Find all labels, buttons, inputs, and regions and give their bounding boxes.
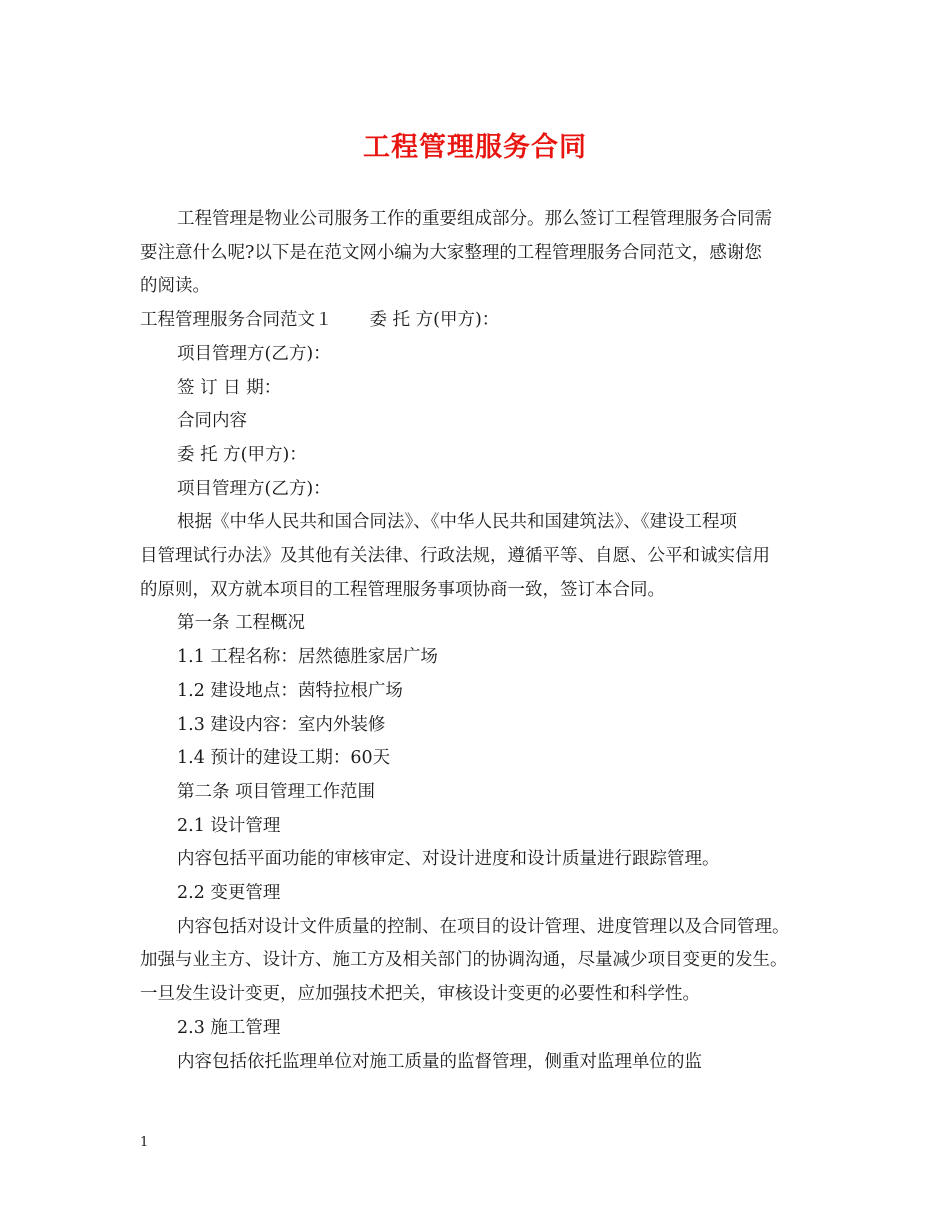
item-1-2: 1.2 建设地点：茵特拉根广场: [177, 680, 403, 701]
page-number: 1: [140, 1135, 149, 1150]
item-2-2-line-1: 内容包括对设计文件质量的控制、在项目的设计管理、进度管理以及合同管理。: [177, 916, 790, 937]
intro-line-3: 的阅读。: [140, 276, 210, 297]
item-2-1: 2.1 设计管理: [177, 815, 281, 836]
item-2-2-line-2: 加强与业主方、设计方、施工方及相关部门的协调沟通，尽量减少项目变更的发生。: [140, 950, 788, 971]
document-title: 工程管理服务合同: [363, 132, 587, 163]
item-1-4: 1.4 预计的建设工期：60天: [177, 748, 391, 769]
sample-heading-row: [140, 304, 810, 338]
item-2-2: 2.2 变更管理: [177, 883, 281, 904]
article-1-heading: 第一条 工程概况: [177, 613, 306, 634]
item-2-3: 2.3 施工管理: [177, 1017, 281, 1038]
intro-line-2: 要注意什么呢?以下是在范文网小编为大家整理的工程管理服务合同范文，感谢您: [140, 242, 762, 263]
item-2-1-desc: 内容包括平面功能的审核审定、对设计进度和设计质量进行跟踪管理。: [177, 849, 720, 870]
basis-line-1: 根据《中华人民共和国合同法》、《中华人民共和国建筑法》、《建设工程项: [177, 512, 737, 533]
item-2-3-desc: 内容包括依托监理单位对施工质量的监督管理，侧重对监理单位的监: [177, 1051, 702, 1072]
client-line: 委 托 方(甲方)：: [369, 310, 500, 331]
item-1-3: 1.3 建设内容：室内外装修: [177, 714, 386, 735]
sign-date-line: 签 订 日 期：: [177, 377, 282, 398]
item-2-2-line-3: 一旦发生设计变更，应加强技术把关，审核设计变更的必要性和科学性。: [140, 984, 700, 1005]
item-1-1: 1.1 工程名称：居然德胜家居广场: [177, 647, 438, 668]
manager-line-2: 项目管理方(乙方)：: [177, 478, 331, 499]
client-line-2: 委 托 方(甲方)：: [177, 444, 307, 465]
intro-line-1: 工程管理是物业公司服务工作的重要组成部分。那么签订工程管理服务合同需: [177, 209, 772, 229]
basis-line-3: 的原则，双方就本项目的工程管理服务事项协商一致，签订本合同。: [140, 579, 665, 600]
document-body: [140, 203, 810, 1079]
article-2-heading: 第二条 项目管理工作范围: [177, 781, 376, 802]
sample-heading: 工程管理服务合同范文１: [140, 310, 333, 331]
basis-line-2: 目管理试行办法》及其他有关法律、行政法规，遵循平等、自愿、公平和诚实信用: [140, 546, 770, 567]
manager-line: 项目管理方(乙方)：: [177, 343, 331, 364]
contract-content-heading: 合同内容: [177, 411, 247, 432]
